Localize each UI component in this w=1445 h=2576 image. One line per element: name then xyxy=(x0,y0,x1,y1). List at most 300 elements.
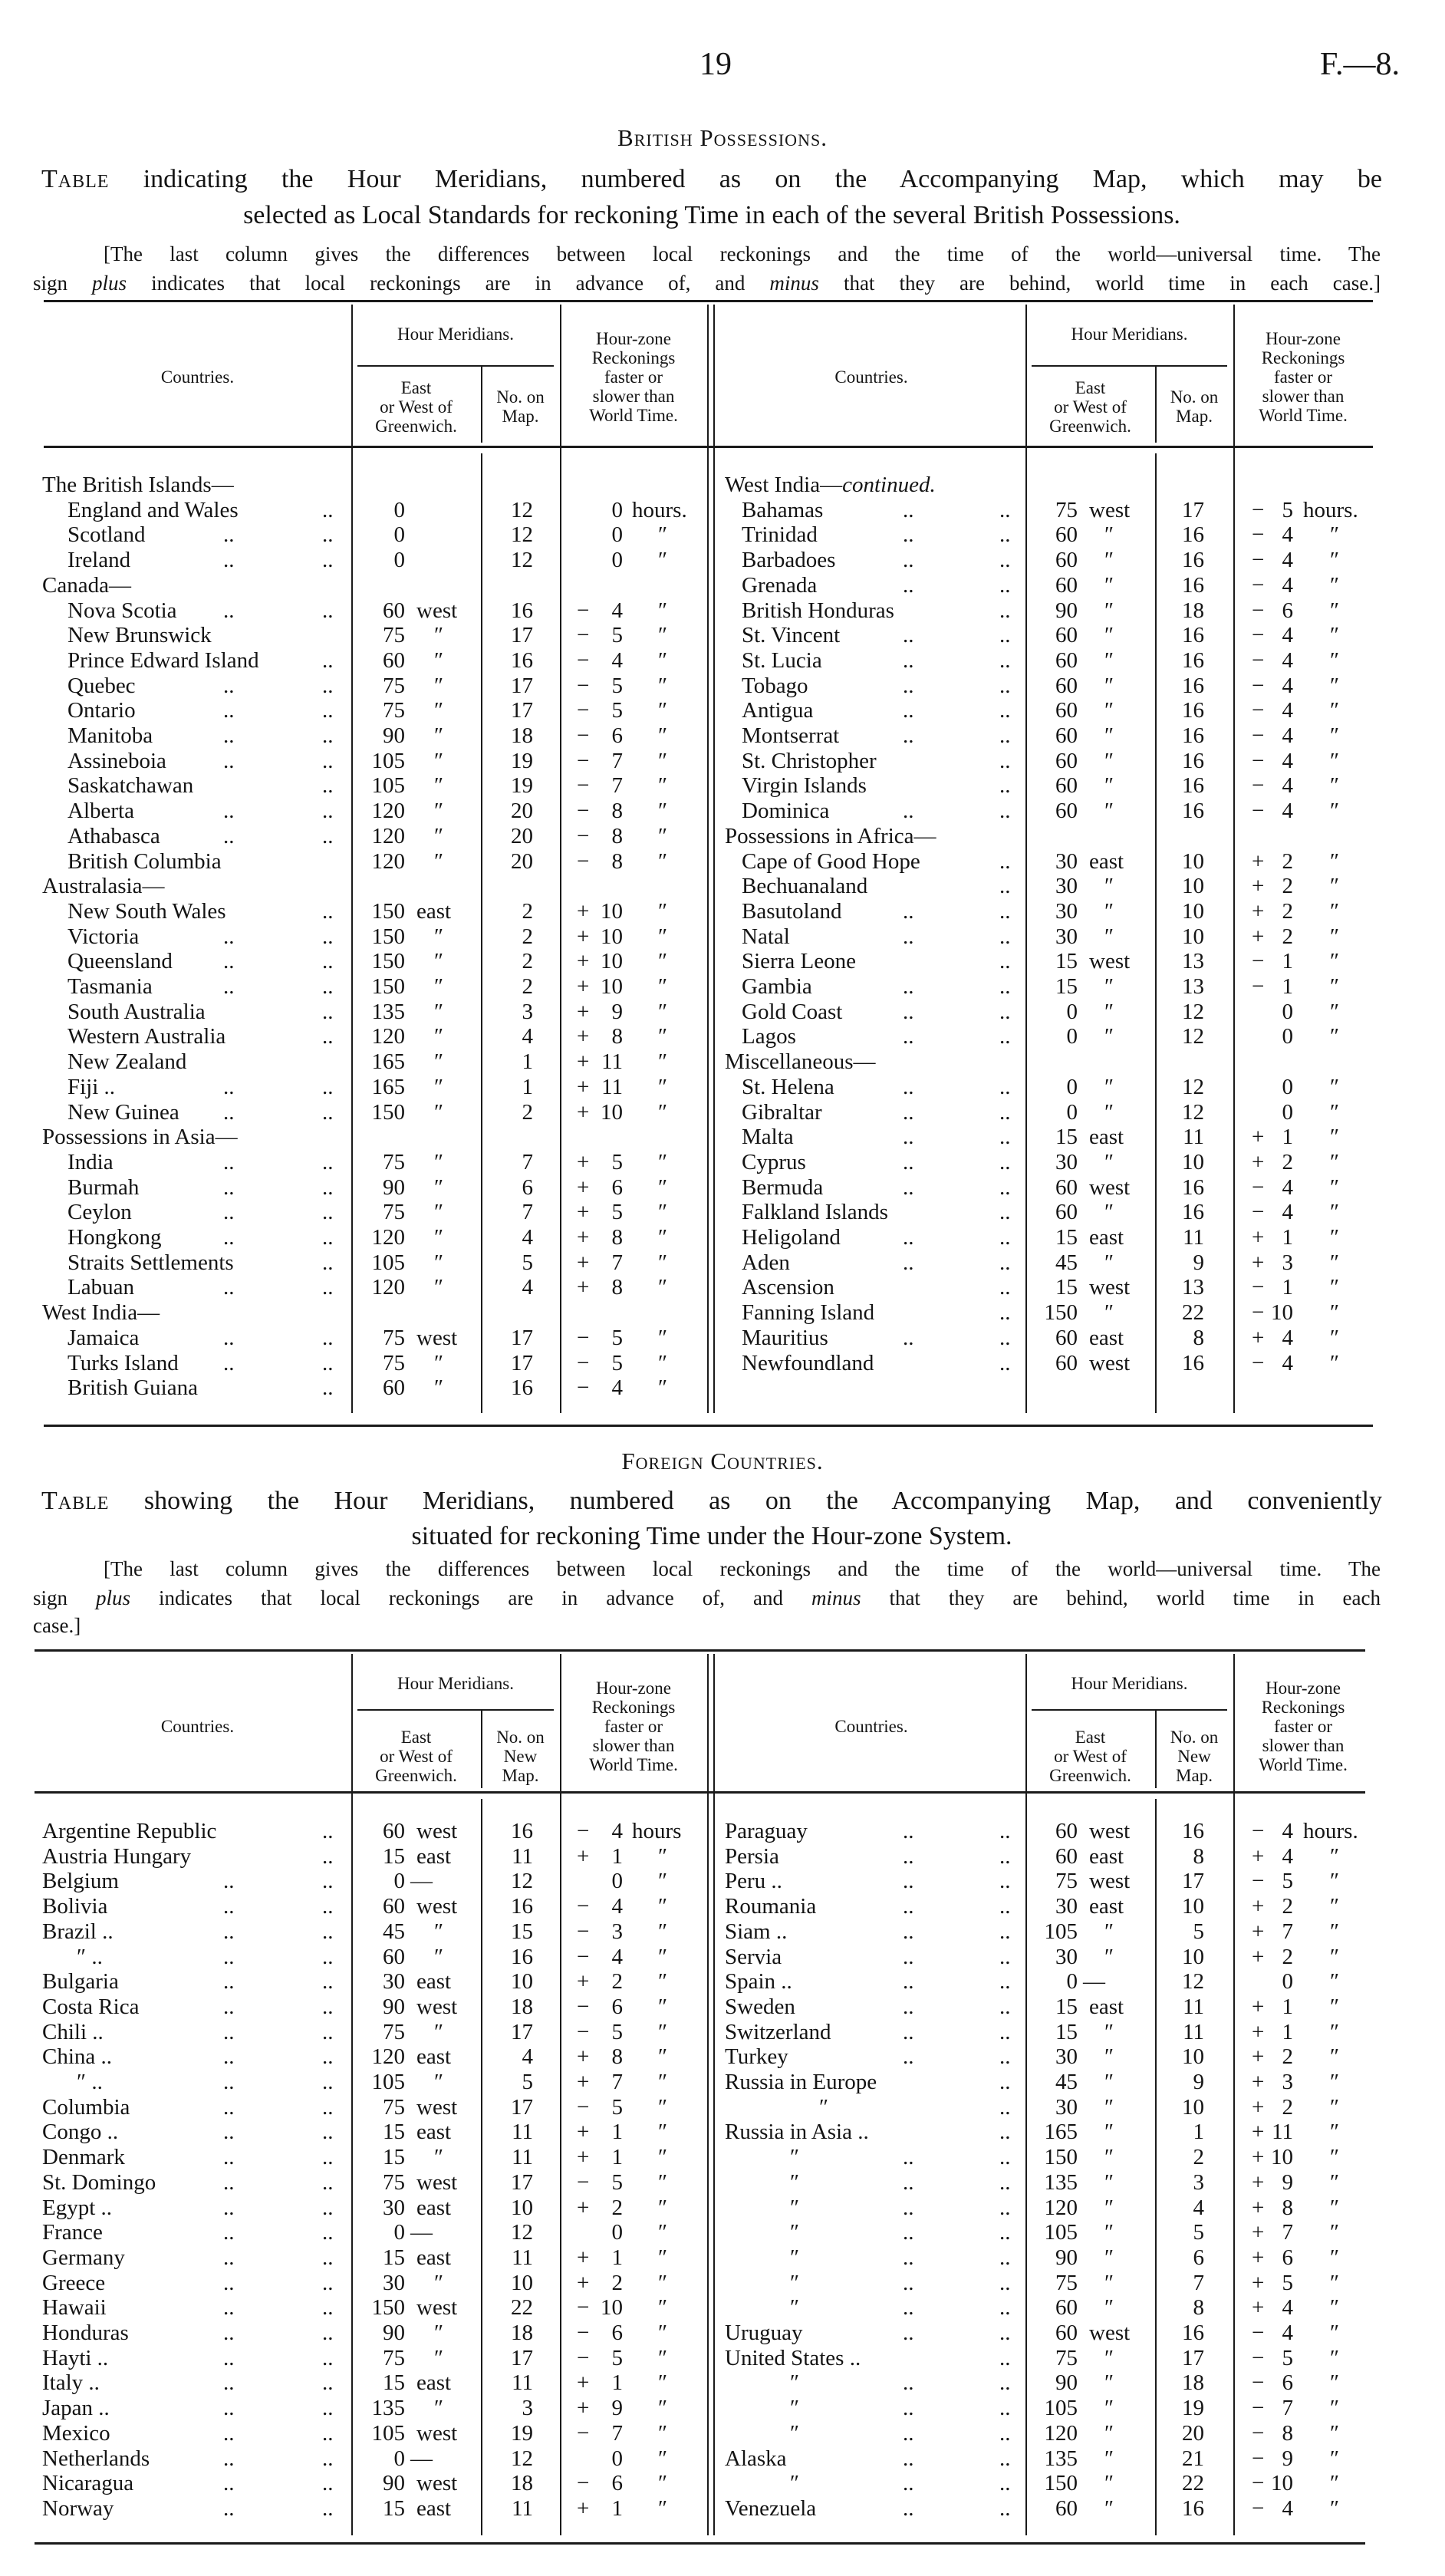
map-number: 16 xyxy=(1182,1200,1204,1224)
meridian-direction: ″ xyxy=(1104,899,1114,924)
header-line: faster or xyxy=(604,367,663,387)
offset-sign: − xyxy=(577,1819,590,1843)
leader-dots: .. xyxy=(999,2471,1011,2495)
hours-unit: ″ xyxy=(658,522,668,547)
leader-dots: .. xyxy=(999,899,1011,924)
offset-sign: + xyxy=(1252,1945,1265,1969)
leader-dots: .. xyxy=(223,522,235,547)
note-emphasis: plus xyxy=(92,272,127,295)
leader-dots: .. xyxy=(223,2446,235,2471)
header-line: Reckonings xyxy=(1261,348,1345,367)
group-name: Miscellaneous— xyxy=(725,1049,876,1074)
offset-sign: − xyxy=(577,849,590,874)
header-line: faster or xyxy=(1274,1717,1332,1736)
meridian-degrees: 75 xyxy=(383,1200,405,1224)
meridian-degrees: 60 xyxy=(1055,2295,1078,2320)
country-name: Nicaragua xyxy=(42,2471,134,2495)
meridian-degrees: 60 xyxy=(1055,698,1078,723)
meridian-direction: ″ xyxy=(434,1049,444,1074)
offset-sign: + xyxy=(577,1100,590,1125)
meridian-direction: ″ xyxy=(1104,2170,1114,2195)
hours-unit: ″ xyxy=(1330,899,1340,924)
leader-dots: .. xyxy=(322,2496,334,2521)
hours-unit: ″ xyxy=(658,2295,668,2320)
meridian-degrees: 30 xyxy=(383,1969,405,1994)
hours-unit: ″ xyxy=(1330,2220,1340,2245)
offset-sign: + xyxy=(1252,1125,1265,1149)
offset-sign: + xyxy=(577,2370,590,2395)
country-name: Honduras xyxy=(42,2321,129,2345)
group-continued: continued. xyxy=(842,473,936,497)
center-double-divider xyxy=(713,1654,715,2535)
meridian-degrees: 60 xyxy=(383,1819,405,1843)
meridian-direction: ″ xyxy=(1104,2421,1114,2446)
leader-dots: .. xyxy=(223,2421,235,2446)
meridian-direction: ″ xyxy=(1104,548,1114,572)
leader-dots: .. xyxy=(223,1919,235,1944)
header-line: World Time. xyxy=(1259,1755,1348,1774)
offset-hours: 4 xyxy=(1282,1326,1293,1350)
header-line: faster or xyxy=(604,1717,663,1736)
country-name: Grenada xyxy=(742,573,818,598)
offset-sign: + xyxy=(1252,2271,1265,2295)
column-divider xyxy=(481,1799,482,2535)
offset-sign: − xyxy=(1252,2496,1265,2521)
hours-unit: ″ xyxy=(1330,1351,1340,1375)
offset-sign: + xyxy=(577,2271,590,2295)
section-heading-british: British Possessions. xyxy=(617,124,828,151)
meridian-degrees: 105 xyxy=(371,1250,405,1275)
header-line: Greenwich. xyxy=(375,417,457,436)
header-line: Greenwich. xyxy=(375,1766,457,1785)
country-name: New South Wales xyxy=(67,899,226,924)
meridian-degrees: 60 xyxy=(1055,1819,1078,1843)
meridian-degrees: 15 xyxy=(1055,1995,1078,2019)
offset-sign: + xyxy=(1252,2044,1265,2069)
map-number: 12 xyxy=(1182,1100,1204,1125)
meridian-direction: ″ xyxy=(434,1275,444,1300)
meridian-direction: west xyxy=(416,2471,458,2495)
hours-unit: ″ xyxy=(658,2321,668,2345)
map-number: 16 xyxy=(511,648,533,673)
leader-dots: .. xyxy=(322,1150,334,1174)
leader-dots: .. xyxy=(999,974,1011,999)
offset-sign: + xyxy=(577,1275,590,1300)
leader-dots: .. xyxy=(223,1275,235,1300)
offset-sign: − xyxy=(577,1894,590,1919)
leader-dots: .. xyxy=(999,2220,1011,2245)
offset-hours: 10 xyxy=(601,899,623,924)
hours-unit: ″ xyxy=(658,674,668,698)
offset-sign: − xyxy=(1252,1275,1265,1300)
offset-sign: + xyxy=(1252,2170,1265,2195)
group-heading xyxy=(42,472,234,498)
offset-sign: + xyxy=(1252,2196,1265,2220)
offset-hours: 5 xyxy=(611,2095,623,2120)
map-number: 4 xyxy=(1193,2196,1204,2220)
leader-dots: .. xyxy=(999,1844,1011,1869)
leader-dots: .. xyxy=(322,1995,334,2019)
meridian-degrees: 75 xyxy=(1055,2346,1078,2370)
leader-dots: .. xyxy=(223,2070,235,2094)
meridian-degrees: 120 xyxy=(371,1225,405,1250)
leader-dots: .. xyxy=(223,1175,235,1200)
leader-dots: .. xyxy=(999,598,1011,623)
offset-hours: 6 xyxy=(611,2321,623,2345)
offset-hours: 3 xyxy=(611,1919,623,1944)
leader-dots: .. xyxy=(903,1175,914,1200)
leader-dots: .. xyxy=(903,2321,914,2345)
country-name: South Australia xyxy=(67,1000,206,1024)
meridian-degrees: 60 xyxy=(1055,623,1078,647)
leader-dots: .. xyxy=(322,2370,334,2395)
map-number: 5 xyxy=(522,2070,533,2094)
meridian-direction: ″ xyxy=(434,1100,444,1125)
offset-hours: 4 xyxy=(1282,522,1293,547)
header-line: Map. xyxy=(1176,407,1213,426)
country-name: Sweden xyxy=(725,1995,795,2019)
leader-dots: .. xyxy=(322,522,334,547)
meridian-direction: ″ xyxy=(434,1024,444,1049)
leader-dots: .. xyxy=(322,2070,334,2094)
meridian-direction: ″ xyxy=(1104,1200,1114,1224)
meridian-direction: ″ xyxy=(434,2396,444,2420)
map-number: 16 xyxy=(511,1945,533,1969)
meridian-direction: west xyxy=(416,2421,458,2446)
leader-dots: .. xyxy=(322,674,334,698)
leader-dots: .. xyxy=(223,2396,235,2420)
map-number: 15 xyxy=(511,1919,533,1944)
header-line: slower than xyxy=(592,387,675,406)
map-number: 12 xyxy=(1182,1024,1204,1049)
map-number: 4 xyxy=(522,1275,533,1300)
offset-sign: + xyxy=(1252,2070,1265,2094)
hours-unit: ″ xyxy=(1330,1300,1340,1325)
country-name: Gambia xyxy=(742,974,812,999)
header-line: No. on xyxy=(1170,1728,1219,1747)
leader-dots: .. xyxy=(223,674,235,698)
hours-unit: ″ xyxy=(1330,773,1340,798)
offset-sign: − xyxy=(1252,2321,1265,2345)
map-number: 16 xyxy=(1182,623,1204,647)
header-line: or West of xyxy=(1054,1747,1127,1766)
country-name: Netherlands xyxy=(42,2446,150,2471)
meridian-degrees: 0 xyxy=(393,548,405,572)
offset-hours: 10 xyxy=(1271,2471,1293,2495)
leader-dots: .. xyxy=(999,1819,1011,1843)
leader-dots: .. xyxy=(322,1351,334,1375)
offset-hours: 1 xyxy=(611,2496,623,2521)
hours-unit: ″ xyxy=(658,799,668,823)
offset-sign: − xyxy=(577,773,590,798)
map-number: 4 xyxy=(522,2044,533,2069)
meridian-degrees: 60 xyxy=(1055,522,1078,547)
offset-sign: − xyxy=(1252,548,1265,572)
map-number: 19 xyxy=(511,2421,533,2446)
offset-hours: 6 xyxy=(611,1995,623,2019)
leader-dots: .. xyxy=(999,1275,1011,1300)
hours-unit: ″ xyxy=(1330,698,1340,723)
offset-hours: 1 xyxy=(1282,949,1293,973)
table-title-line-1 xyxy=(41,1487,1382,1516)
header-line: Map. xyxy=(1176,1766,1213,1785)
offset-hours: 0 xyxy=(1282,1969,1293,1994)
map-number: 10 xyxy=(1182,874,1204,898)
leader-dots: .. xyxy=(903,2220,914,2245)
map-number: 18 xyxy=(511,2471,533,2495)
offset-hours: 2 xyxy=(1282,2044,1293,2069)
meridian-direction: ″ xyxy=(1104,773,1114,798)
offset-sign: + xyxy=(1252,1894,1265,1919)
offset-hours: 4 xyxy=(1282,1200,1293,1224)
country-name: Italy .. xyxy=(42,2370,100,2395)
leader-dots: .. xyxy=(999,1351,1011,1375)
meridian-degrees: 120 xyxy=(371,2044,405,2069)
meridian-degrees: 90 xyxy=(383,1175,405,1200)
leader-dots: .. xyxy=(903,522,914,547)
hours-unit: ″ xyxy=(1330,1225,1340,1250)
meridian-degrees: 60 xyxy=(1055,749,1078,773)
leader-dots: .. xyxy=(999,2020,1011,2044)
note-text: indicates that local reckonings are in advance of, and xyxy=(130,1586,811,1609)
leader-dots: .. xyxy=(223,974,235,999)
map-number: 17 xyxy=(511,623,533,647)
leader-dots: .. xyxy=(903,2170,914,2195)
meridian-direction: ″ xyxy=(434,924,444,949)
leader-dots: .. xyxy=(322,2196,334,2220)
country-name: Scotland xyxy=(67,522,146,547)
map-number: 4 xyxy=(522,1225,533,1250)
meridian-degrees: 60 xyxy=(383,1894,405,1919)
header-line: Hour-zone xyxy=(1266,329,1341,348)
map-number: 3 xyxy=(522,2396,533,2420)
offset-hours: 1 xyxy=(611,2145,623,2169)
map-number: 11 xyxy=(512,2145,533,2169)
header-line: New xyxy=(503,1747,538,1766)
meridian-degrees: 15 xyxy=(1055,1225,1078,1250)
leader-dots: .. xyxy=(322,949,334,973)
header-line: World Time. xyxy=(589,1755,678,1774)
country-name: British Columbia xyxy=(67,849,222,874)
offset-sign: + xyxy=(1252,1844,1265,1869)
leader-dots: .. xyxy=(903,1100,914,1125)
leader-dots: .. xyxy=(999,1225,1011,1250)
offset-hours: 4 xyxy=(1282,2321,1293,2345)
leader-dots: .. xyxy=(999,1894,1011,1919)
meridian-direction: ″ xyxy=(434,2271,444,2295)
map-number: 16 xyxy=(1182,799,1204,823)
meridian-direction: west xyxy=(1089,1351,1131,1375)
leader-dots: .. xyxy=(903,2245,914,2270)
header-line: Reckonings xyxy=(591,1698,676,1717)
leader-dots: .. xyxy=(322,2271,334,2295)
country-name: Fanning Island xyxy=(742,1300,875,1325)
map-number: 18 xyxy=(1182,2370,1204,2395)
map-number: 10 xyxy=(511,2196,533,2220)
offset-hours: 2 xyxy=(1282,1150,1293,1174)
offset-hours: 0 xyxy=(611,1869,623,1893)
offset-hours: 11 xyxy=(1272,2120,1293,2144)
group-heading xyxy=(42,873,164,899)
hours-unit: ″ xyxy=(658,1995,668,2019)
offset-hours: 1 xyxy=(611,2370,623,2395)
header-countries: Countries. xyxy=(160,1717,235,1736)
map-number: 3 xyxy=(1193,2170,1204,2195)
meridian-direction: east xyxy=(416,899,452,924)
offset-sign: − xyxy=(1252,773,1265,798)
offset-hours: 2 xyxy=(1282,899,1293,924)
note-text: sign xyxy=(33,1586,96,1609)
map-number: 17 xyxy=(1182,2346,1204,2370)
offset-sign: − xyxy=(577,2421,590,2446)
country-name: Bolivia xyxy=(42,1894,108,1919)
group-name: The British Islands— xyxy=(42,473,234,497)
hours-unit: ″ xyxy=(1330,924,1340,949)
hours-unit: ″ xyxy=(658,1024,668,1049)
leader-dots: .. xyxy=(903,1945,914,1969)
leader-dots: .. xyxy=(903,924,914,949)
meridian-direction: east xyxy=(1089,1326,1124,1350)
meridian-degrees: 90 xyxy=(383,1995,405,2019)
map-number: 17 xyxy=(511,1351,533,1375)
meridian-direction: ″ xyxy=(434,723,444,748)
leader-dots: .. xyxy=(903,2295,914,2320)
meridian-degrees: 90 xyxy=(1055,2370,1078,2395)
leader-dots: .. xyxy=(903,1869,914,1893)
offset-sign: − xyxy=(1252,2446,1265,2471)
country-name: Barbadoes xyxy=(742,548,836,572)
map-number: 12 xyxy=(511,2220,533,2245)
hours-unit: ″ xyxy=(658,548,668,572)
map-number: 20 xyxy=(511,799,533,823)
meridian-direction: ″ xyxy=(1104,2120,1114,2144)
leader-dots: .. xyxy=(999,2346,1011,2370)
meridian-degrees: 0 xyxy=(393,1869,405,1893)
leader-dots: .. xyxy=(223,2346,235,2370)
meridian-direction: west xyxy=(1089,1275,1131,1300)
meridian-direction: ″ xyxy=(434,1375,444,1400)
map-number: 17 xyxy=(1182,1869,1204,1893)
leader-dots: .. xyxy=(223,2471,235,2495)
leader-dots: .. xyxy=(903,799,914,823)
meridian-degrees: 30 xyxy=(1055,1894,1078,1919)
meridian-degrees: 105 xyxy=(371,2421,405,2446)
leader-dots: .. xyxy=(322,1894,334,1919)
leader-dots: .. xyxy=(999,1969,1011,1994)
header-line: slower than xyxy=(1262,1736,1345,1755)
hours-unit: ″ xyxy=(1330,849,1340,874)
country-name: Persia xyxy=(725,1844,779,1869)
hours-unit: ″ xyxy=(658,1075,668,1099)
offset-hours: 1 xyxy=(611,2245,623,2270)
hours-unit: ″ xyxy=(658,2346,668,2370)
meridian-direction: ″ xyxy=(434,1175,444,1200)
map-number: 4 xyxy=(522,1024,533,1049)
offset-hours: 8 xyxy=(611,2044,623,2069)
offset-hours: 2 xyxy=(1282,924,1293,949)
offset-sign: − xyxy=(1252,1175,1265,1200)
leader-dots: .. xyxy=(223,2145,235,2169)
group-name: Canada— xyxy=(42,573,131,598)
leader-dots: .. xyxy=(322,1000,334,1024)
leader-dots: .. xyxy=(223,1075,235,1099)
map-number: 16 xyxy=(1182,723,1204,748)
offset-hours: 4 xyxy=(611,1819,623,1843)
meridian-direction: ″ xyxy=(434,799,444,823)
header-east-west xyxy=(351,1728,481,1785)
offset-sign: + xyxy=(577,2396,590,2420)
header-east-west xyxy=(1025,1728,1155,1785)
map-number: 12 xyxy=(511,522,533,547)
leader-dots: .. xyxy=(999,1100,1011,1125)
offset-sign: + xyxy=(577,1024,590,1049)
map-number: 9 xyxy=(1193,2070,1204,2094)
leader-dots: .. xyxy=(903,1225,914,1250)
offset-hours: 1 xyxy=(1282,974,1293,999)
country-name: ″ xyxy=(790,2370,800,2395)
leader-dots: .. xyxy=(223,2321,235,2345)
hours-unit: ″ xyxy=(1330,1075,1340,1099)
offset-sign: + xyxy=(1252,2220,1265,2245)
hours-unit: ″ xyxy=(658,1250,668,1275)
map-number: 11 xyxy=(1183,1995,1204,2019)
country-name: Jamaica xyxy=(67,1326,140,1350)
offset-sign: − xyxy=(577,799,590,823)
meridian-degrees: 60 xyxy=(1055,1200,1078,1224)
hours-unit: ″ xyxy=(1330,2421,1340,2446)
map-number: 11 xyxy=(512,2120,533,2144)
offset-sign: − xyxy=(577,1351,590,1375)
leader-dots: .. xyxy=(999,874,1011,898)
meridian-direction: east xyxy=(1089,1125,1124,1149)
country-name: Columbia xyxy=(42,2095,130,2120)
page-number: 19 xyxy=(699,47,732,82)
header-hour-meridians: Hour Meridians. xyxy=(1071,1674,1188,1693)
meridian-degrees: 15 xyxy=(1055,974,1078,999)
offset-sign: − xyxy=(577,1375,590,1400)
offset-sign: − xyxy=(577,2095,590,2120)
meridian-direction: ″ xyxy=(1104,1300,1114,1325)
leader-dots: .. xyxy=(999,498,1011,522)
hours-unit: ″ xyxy=(658,824,668,848)
leader-dots: .. xyxy=(223,2044,235,2069)
hours-unit: ″ xyxy=(658,698,668,723)
leader-dots: .. xyxy=(322,1275,334,1300)
header-line: Greenwich. xyxy=(1049,417,1131,436)
meridian-direction: east xyxy=(416,2370,452,2395)
leader-dots: .. xyxy=(999,1945,1011,1969)
offset-sign: − xyxy=(1252,974,1265,999)
leader-dots: .. xyxy=(223,2370,235,2395)
map-number: 2 xyxy=(522,974,533,999)
hours-unit: ″ xyxy=(658,2070,668,2094)
offset-hours: 4 xyxy=(1282,674,1293,698)
country-name: Hongkong xyxy=(67,1225,162,1250)
leader-dots: .. xyxy=(999,1024,1011,1049)
offset-hours: 2 xyxy=(1282,2095,1293,2120)
leader-dots: .. xyxy=(322,2245,334,2270)
group-heading xyxy=(725,472,936,498)
leader-dots: .. xyxy=(999,2196,1011,2220)
offset-sign: − xyxy=(577,2170,590,2195)
offset-hours: 0 xyxy=(1282,1024,1293,1049)
offset-hours: 7 xyxy=(611,749,623,773)
offset-sign: − xyxy=(1252,522,1265,547)
leader-dots: .. xyxy=(999,2421,1011,2446)
note-text: [The last column gives the differences between local reckonings and the time of the world—universal time. The xyxy=(104,1557,1381,1580)
meridian-direction: ″ xyxy=(1104,1000,1114,1024)
hours-unit: ″ xyxy=(658,1945,668,1969)
